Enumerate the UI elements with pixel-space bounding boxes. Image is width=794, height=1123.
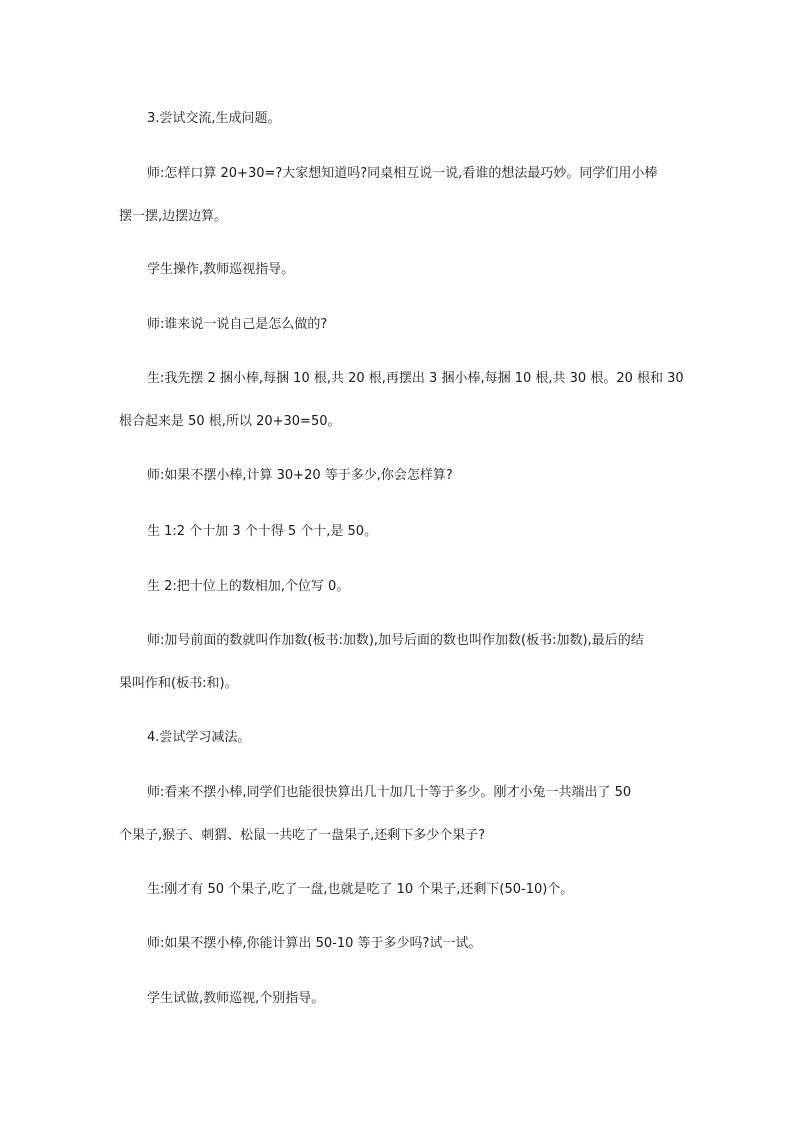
paragraph-teacher-without-sticks <box>119 464 689 488</box>
paragraph-teacher-who-explains <box>119 313 689 337</box>
paragraph-line: 生 2:把十位上的数相加,个位写 0。 <box>147 579 350 594</box>
paragraph-teacher-addend-definition <box>119 629 689 696</box>
paragraph-line: 3.尝试交流,生成问题。 <box>147 111 281 126</box>
paragraph-line: 4.尝试学习减法。 <box>147 730 251 745</box>
paragraph-line: 个果子,猴子、刺猬、松鼠一共吃了一盘果子,还剩下多少个果子? <box>119 828 486 843</box>
paragraph-step-4-heading <box>119 726 689 750</box>
paragraph-student-operation <box>119 258 689 282</box>
paragraph-step-3-heading <box>119 107 689 131</box>
paragraph-student-fruit-answer <box>119 878 689 902</box>
paragraph-line: 师:如果不摆小棒,计算 30+20 等于多少,你会怎样算? <box>147 468 453 483</box>
paragraph-teacher-fruit-problem <box>119 781 689 848</box>
paragraph-student-sticks-explanation <box>119 367 689 434</box>
paragraph-teacher-subtraction-question <box>119 932 689 956</box>
paragraph-teacher-question-addition <box>119 162 689 229</box>
paragraph-line: 师:加号前面的数就叫作加数(板书:加数),加号后面的数也叫作加数(板书:加数),最后的结 <box>147 633 644 648</box>
paragraph-line: 师:如果不摆小棒,你能计算出 50-10 等于多少吗?试一试。 <box>147 936 482 951</box>
paragraph-line: 根合起来是 50 根,所以 20+30=50。 <box>119 414 341 429</box>
paragraph-line: 师:看来不摆小棒,同学们也能很快算出几十加几十等于多少。刚才小兔一共端出了 50 <box>147 785 632 800</box>
paragraph-student-2-answer <box>119 575 689 599</box>
paragraph-line: 学生试做,教师巡视,个别指导。 <box>147 991 325 1006</box>
paragraph-line: 生 1:2 个十加 3 个十得 5 个十,是 50。 <box>147 524 378 539</box>
paragraph-line: 果叫作和(板书:和)。 <box>119 676 238 691</box>
paragraph-student-trial <box>119 987 689 1011</box>
paragraph-line: 学生操作,教师巡视指导。 <box>147 262 295 277</box>
paragraph-line: 摆一摆,边摆边算。 <box>119 209 228 224</box>
paragraph-line: 生:刚才有 50 个果子,吃了一盘,也就是吃了 10 个果子,还剩下(50-10)个。 <box>147 882 574 897</box>
paragraph-student-1-answer <box>119 520 689 544</box>
paragraph-line: 师:怎样口算 20+30=?大家想知道吗?同桌相互说一说,看谁的想法最巧妙。同学们用小棒 <box>147 166 658 181</box>
paragraph-line: 生:我先摆 2 捆小棒,每捆 10 根,共 20 根,再摆出 3 捆小棒,每捆 10 根,共 30 根。20 根和 30 <box>147 371 684 386</box>
paragraph-line: 师:谁来说一说自己是怎么做的? <box>147 317 328 332</box>
